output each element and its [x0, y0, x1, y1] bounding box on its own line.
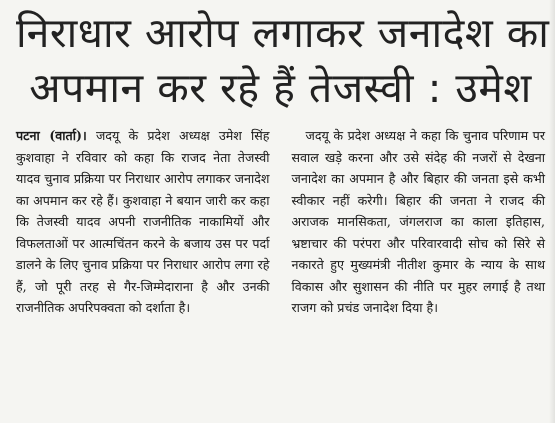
paragraph-2	[292, 125, 546, 319]
paragraph-1	[16, 125, 270, 319]
headline	[16, 6, 550, 116]
paragraph-2-text: जदयू के प्रदेश अध्यक्ष ने कहा कि चुनाव परिणाम पर सवाल खड़े करना और उसे संदेह की नजरों से देखना जनादेश का अपमान है और बिहार की जनता इसे कभी स्वीकार नहीं करेगी। बिहार की जनता ने राजद की अराजक मानसिकता, जंगलराज का काला इतिहास, भ्रष्टाचार की परंपरा और परिवारवादी सोच को सिरे से नकारते हुए मुख्यमंत्री नीतीश कुमार के न्याय के साथ विकास और सुशासन की नीति पर मुहर लगाई है तथा राजग को प्रचंड जनादेश दिया है।	[291, 128, 545, 315]
page-edge-shadow	[549, 0, 555, 423]
headline-line-2: अपमान कर रहे हैं तेजस्वी : उमेश	[29, 64, 532, 112]
paragraph-1-text: जदयू के प्रदेश अध्यक्ष उमेश सिंह कुशवाहा ने रविवार को कहा कि राजद नेता तेजस्वी यादव चुनाव प्रक्रिया पर निराधार आरोप लगाकर जनादेश का अपमान कर रहे हैं। कुशवाहा ने बयान जारी कर कहा कि तेजस्वी यादव अपनी राजनीतिक नाकामियों और विफलताओं पर आत्मचिंतन करने के बजाय उस पर पर्दा डालने के लिए चुनाव प्रक्रिया पर निराधार आरोप लगा रहे हैं, जो पूरी तरह से गैर-जिम्मेदाराना है और उनकी राजनीतिक अपरिपक्वता को दर्शाता है।	[16, 128, 270, 315]
headline-line-1: निराधार आरोप लगाकर जनादेश का	[16, 9, 550, 57]
article-body	[16, 125, 545, 319]
article-column-2	[292, 125, 546, 319]
article-column-1	[16, 125, 270, 319]
dateline: पटना (वार्ता)।	[16, 128, 87, 143]
